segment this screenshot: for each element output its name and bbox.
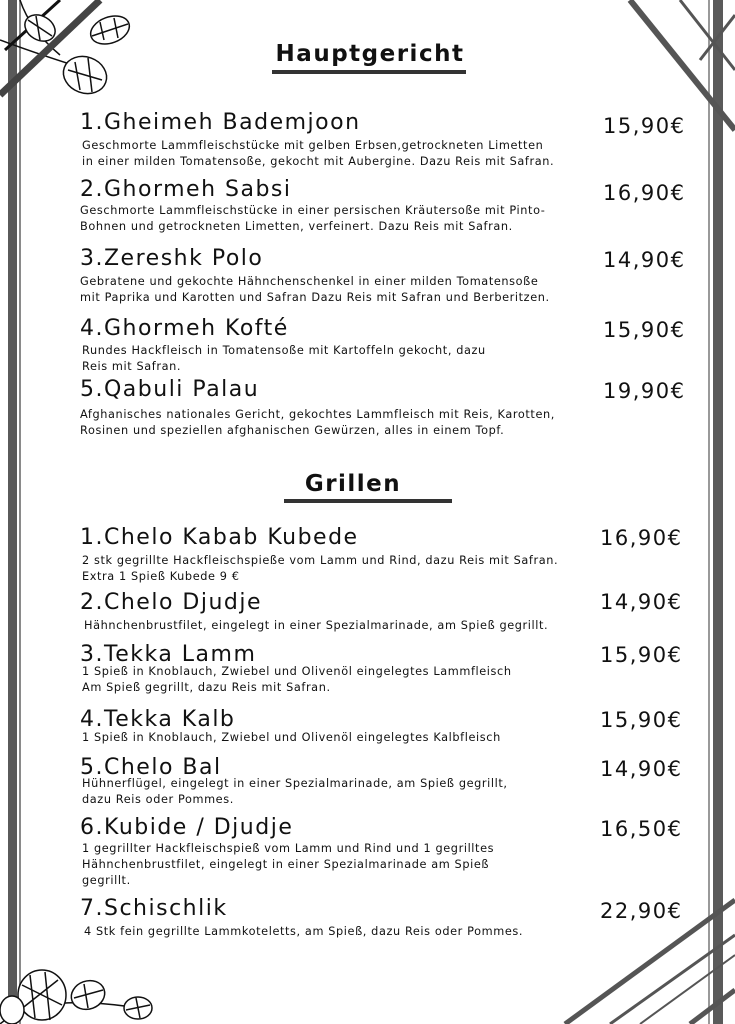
dish-description: Afghanisches nationales Gericht, gekochtes Lammfleisch mit Reis, Karotten, Rosinen und speziellen afghanischen Gewürzen, alles in einem Topf.: [80, 408, 555, 437]
dish-description: Rundes Hackfleisch in Tomatensoße mit Kartoffeln gekocht, dazu Reis mit Safran.: [82, 344, 486, 373]
right-border-line: [708, 0, 710, 1024]
dish-price: 15,90€: [603, 318, 686, 342]
dish-price: 22,90€: [600, 899, 683, 923]
dish-name: 1.Gheimeh Bademjoon: [80, 110, 361, 135]
dish-name: 5.Qabuli Palau: [80, 377, 260, 402]
dish-price: 15,90€: [603, 114, 686, 138]
section-underline: [284, 499, 452, 503]
dish-name: 7.Schischlik: [80, 896, 228, 921]
dish-name: 3.Tekka Lamm: [80, 642, 257, 667]
dish-name: 2.Ghormeh Sabsi: [80, 177, 292, 202]
dish-description: Geschmorte Lammfleischstücke mit gelben Erbsen,getrockneten Limetten in einer milden Tomatensoße, gekocht mit Aubergine. Dazu Reis mit Safran.: [82, 139, 555, 168]
dish-description: 4 Stk fein gegrillte Lammkoteletts, am Spieß, dazu Reis oder Pommes.: [84, 925, 524, 938]
dish-description: 1 Spieß in Knoblauch, Zwiebel und Olivenöl eingelegtes Lammfleisch Am Spieß gegrillt, dazu Reis mit Safran.: [82, 665, 512, 694]
dish-name: 5.Chelo Bal: [80, 755, 222, 780]
dish-description: Gebratene und gekochte Hähnchenschenkel in einer milden Tomatensoße mit Paprika und Karotten und Safran Dazu Reis mit Safran und Berberitzen.: [80, 275, 550, 304]
dish-price: 16,90€: [600, 526, 683, 550]
left-border-bar: [8, 0, 17, 1024]
dish-name: 6.Kubide / Djudje: [80, 815, 294, 840]
dish-name: 2.Chelo Djudje: [80, 590, 263, 615]
dish-name: 4.Ghormeh Kofté: [80, 316, 289, 341]
dish-price: 15,90€: [600, 643, 683, 667]
right-border-bar: [713, 0, 723, 1024]
section-title-grillen: Grillen: [304, 471, 402, 497]
dish-price: 15,90€: [600, 708, 683, 732]
dish-name: 1.Chelo Kabab Kubede: [80, 525, 359, 550]
dish-description: Geschmorte Lammfleischstücke in einer persischen Kräutersoße mit Pinto- Bohnen und getrockneten Limetten, verfeinert. Dazu Reis mit Safran.: [80, 204, 546, 233]
dish-price: 14,90€: [600, 590, 683, 614]
section-title-hauptgericht: Hauptgericht: [275, 41, 465, 67]
dish-price: 16,90€: [603, 181, 686, 205]
dish-description: Hähnchenbrustfilet, eingelegt in einer Spezialmarinade, am Spieß gegrillt.: [84, 619, 549, 632]
dish-price: 16,50€: [600, 817, 683, 841]
leaf-branch-bottom-left-icon: [0, 970, 152, 1024]
dish-description: 1 Spieß in Knoblauch, Zwiebel und Olivenöl eingelegtes Kalbfleisch: [82, 731, 501, 744]
dish-description: 2 stk gegrillte Hackfleischspieße vom Lamm und Rind, dazu Reis mit Safran. Extra 1 Spieß Kubede 9 €: [82, 554, 559, 583]
dish-description: Hühnerflügel, eingelegt in einer Spezialmarinade, am Spieß gegrillt, dazu Reis oder Pommes.: [82, 777, 508, 806]
dish-price: 19,90€: [603, 379, 686, 403]
dish-description: 1 gegrillter Hackfleischspieß vom Lamm und Rind und 1 gegrilltes Hähnchenbrustfilet, eingelegt in einer Spezialmarinade am Spieß gegrillt.: [82, 842, 495, 887]
dish-price: 14,90€: [600, 757, 683, 781]
dish-name: 3.Zereshk Polo: [80, 246, 264, 271]
dish-price: 14,90€: [603, 248, 686, 272]
section-underline: [272, 70, 466, 74]
left-border-line: [19, 0, 21, 1024]
dish-name: 4.Tekka Kalb: [80, 707, 236, 732]
